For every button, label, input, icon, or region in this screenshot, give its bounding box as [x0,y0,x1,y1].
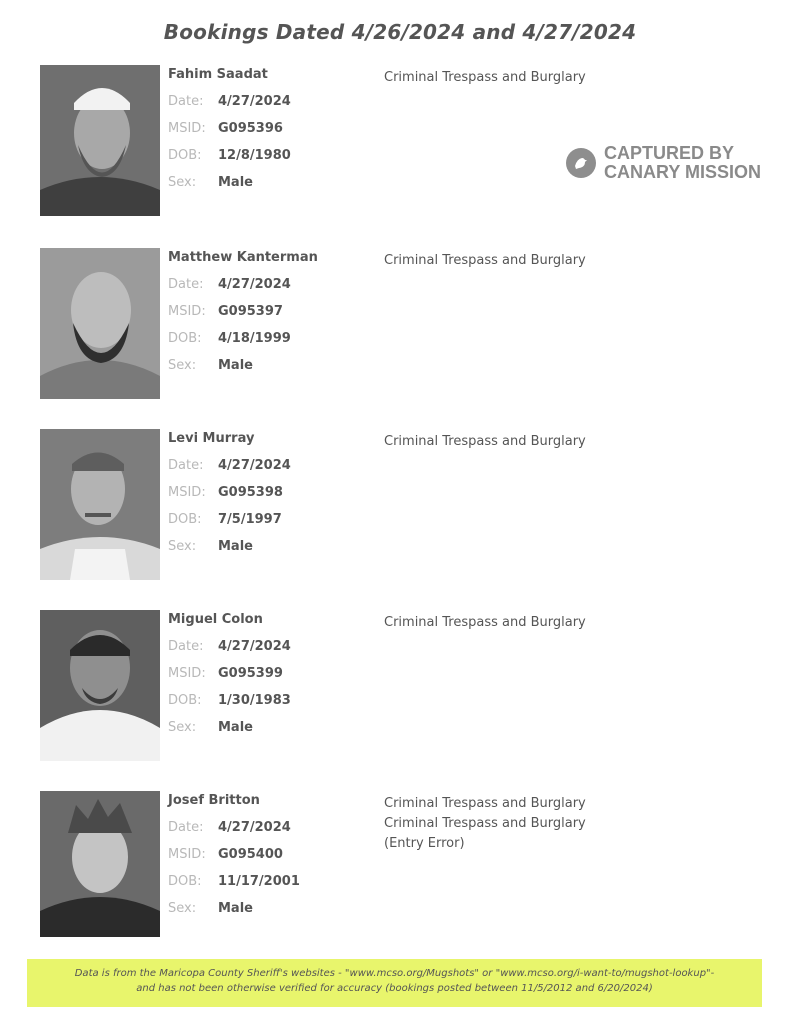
mugshot-image [40,791,160,937]
charges-list [384,251,586,271]
dob-row [168,873,300,891]
msid-label: MSID: [168,666,206,681]
booking-record [40,65,760,217]
charge-item: Criminal Trespass and Burglary [384,434,586,449]
mugshot-image [40,65,160,216]
booking-record [40,610,760,762]
mugshot-photo [40,610,160,761]
msid-value: G095398 [218,485,283,500]
disclaimer-line2: and has not been otherwise verified for accuracy (bookings posted between 11/5/2012 and 6/20/2024) [136,983,653,994]
dob-label: DOB: [168,331,202,346]
charges-list [384,432,586,452]
sex-row [168,719,253,737]
dob-value: 4/18/1999 [218,331,291,346]
msid-label: MSID: [168,304,206,319]
date-value: 4/27/2024 [218,820,291,835]
msid-row [168,303,283,321]
dob-value: 7/5/1997 [218,512,282,527]
dob-value: 1/30/1983 [218,693,291,708]
sex-value: Male [218,358,253,373]
charges-list [384,613,586,633]
disclaimer-line1: Data is from the Maricopa County Sheriff's websites - "www.mcso.org/Mugshots" or "www.mcso.org/i-want-to/mugshot-lookup"- [74,968,715,979]
person-name: Matthew Kanterman [168,250,318,265]
mugshot-image [40,248,160,399]
sex-label: Sex: [168,720,197,735]
msid-label: MSID: [168,847,206,862]
sex-label: Sex: [168,539,197,554]
dob-label: DOB: [168,693,202,708]
charge-item: Criminal Trespass and Burglary [384,615,586,630]
disclaimer-footer [27,959,762,1007]
msid-label: MSID: [168,121,206,136]
mugshot-photo [40,791,160,937]
sex-row [168,900,253,918]
dob-label: DOB: [168,148,202,163]
date-row [168,93,291,111]
canary-bird-icon [566,148,596,178]
sex-value: Male [218,539,253,554]
date-label: Date: [168,820,204,835]
sex-row [168,357,253,375]
booking-record [40,248,760,400]
date-value: 4/27/2024 [218,458,291,473]
msid-value: G095396 [218,121,283,136]
booking-record [40,429,760,581]
date-value: 4/27/2024 [218,639,291,654]
person-name: Levi Murray [168,431,255,446]
dob-row [168,511,282,529]
watermark-line2: CANARY MISSION [604,162,762,182]
sex-label: Sex: [168,358,197,373]
watermark-text [604,144,761,182]
sex-row [168,174,253,192]
booking-record [40,791,760,943]
date-label: Date: [168,277,204,292]
dob-row [168,330,291,348]
mugshot-image [40,429,160,580]
date-row [168,457,291,475]
msid-label: MSID: [168,485,206,500]
dob-value: 11/17/2001 [218,874,300,889]
charge-item: (Entry Error) [384,836,465,851]
date-value: 4/27/2024 [218,94,291,109]
charges-list [384,68,586,88]
date-row [168,819,291,837]
dob-label: DOB: [168,512,202,527]
dob-value: 12/8/1980 [218,148,291,163]
sex-value: Male [218,720,253,735]
watermark-line1: CAPTURED BY [604,143,735,163]
mugshot-photo [40,65,160,216]
person-name: Miguel Colon [168,612,263,627]
date-row [168,638,291,656]
msid-value: G095400 [218,847,283,862]
sex-value: Male [218,175,253,190]
charges-list [384,794,586,854]
page-title: Bookings Dated 4/26/2024 and 4/27/2024 [163,20,637,44]
charge-item: Criminal Trespass and Burglary [384,253,586,268]
charge-item: Criminal Trespass and Burglary [384,816,586,831]
date-label: Date: [168,458,204,473]
msid-row [168,120,283,138]
msid-value: G095397 [218,304,283,319]
msid-row [168,665,283,683]
dob-row [168,692,291,710]
date-value: 4/27/2024 [218,277,291,292]
mugshot-photo [40,429,160,580]
msid-row [168,484,283,502]
watermark [566,144,761,182]
dob-label: DOB: [168,874,202,889]
mugshot-photo [40,248,160,399]
msid-row [168,846,283,864]
person-name: Josef Britton [168,793,260,808]
charge-item: Criminal Trespass and Burglary [384,796,586,811]
msid-value: G095399 [218,666,283,681]
sex-row [168,538,253,556]
date-label: Date: [168,94,204,109]
charge-item: Criminal Trespass and Burglary [384,70,586,85]
dob-row [168,147,291,165]
person-name: Fahim Saadat [168,67,268,82]
mugshot-image [40,610,160,761]
sex-label: Sex: [168,175,197,190]
sex-value: Male [218,901,253,916]
sex-label: Sex: [168,901,197,916]
date-row [168,276,291,294]
date-label: Date: [168,639,204,654]
